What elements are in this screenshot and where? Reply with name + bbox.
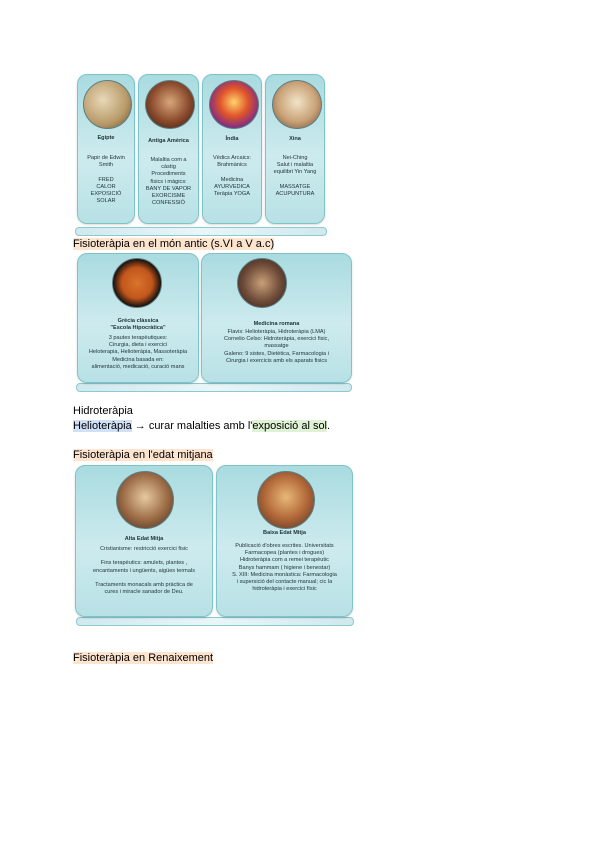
text-heliotherapy: Helioteràpia → curar malalties amb l'exposició al sol. (73, 420, 331, 432)
rome-image (237, 258, 287, 308)
egypt-image (83, 80, 132, 129)
panel-body: Malaltia com a càstig Procediments físics i màgics: BANY DE VAPOR EXORCISME CONFESSIÓ (145, 157, 192, 207)
panel-low-middle-ages (216, 465, 353, 617)
panel-body: Nei-Ching Salut i malaltia equilibri Yin Yang MASSATGE ACUPUNTURA (273, 155, 317, 198)
panel-title: Índia (225, 136, 239, 142)
caption-renaissance: Fisioteràpia en Renaixement (73, 652, 214, 664)
timeline-band (75, 227, 327, 236)
panel-america (138, 74, 199, 224)
panel-body: 3 pautes terapèutiques: Cirurgia, dieta i exercici Heloterapia, Helioteràpia, Massoteràpia Medicina basada en: alimentació, medicació, curació mans (88, 335, 188, 370)
panel-title: Alta Edat Mitja (124, 536, 164, 542)
panel-greece (77, 253, 199, 383)
diagram-classical (75, 253, 353, 395)
panel-title: Medicina romana (253, 321, 300, 327)
panel-body: Papir de Edwin Smith FRED CALOR EXPOSICIÓ SOLAR (87, 155, 125, 205)
text-hydrotherapy: Hidroteràpia (73, 405, 133, 417)
panel-title: Grècia clàssica "Escola Hipocràtica" (110, 318, 166, 332)
panel-body: Vèdics Arcaics: Brahmànics Medicina AYURVEDICA Teràpia YOGA (213, 155, 251, 198)
panel-title: Xina (289, 136, 301, 142)
timeline-band (76, 383, 352, 392)
caption-ancient-world: Fisioteràpia en el món antic (s.VI a V a.c) (73, 238, 275, 250)
panel-body: Flavis: Helioteràpia, Hidroteràpia (LMA) Cornelio Celso: Hidroteràpia, exercici fisic, massatge Galeno: 9 sistes, Dietètica, Farmacologia i Cirurgia i exercicis amb els aparats fisics (223, 329, 330, 364)
caption-middle-ages: Fisioteràpia en l'edat mitjana (73, 449, 213, 461)
term-heliotherapy: Helioteràpia (73, 420, 132, 432)
highlight-sun: exposició al sol (252, 420, 327, 432)
panel-body: Publicació d'obres escrites. Universitats Farmacopea (plantes i drogues) Hidroteràpia com a remei terapèutic Banys hammam ( higiene i benestar) S. XIII: Medicina monàstica: Farmacologia i supersició del contacte manual; cic la hidroteràpia i exercici físic (232, 543, 337, 593)
panel-high-middle-ages (75, 465, 213, 617)
greece-vase-image (112, 258, 162, 308)
panel-title: Egipte (97, 135, 115, 141)
panel-egypt (77, 74, 135, 224)
panel-china (265, 74, 325, 224)
panel-title: Antiga Amèrica (148, 138, 189, 144)
diagram-middle-ages (75, 465, 355, 633)
panel-body: Cristianisme: restricció exercici fisic Fins terapèutics: amulets, plantes , encantaments i ungüents, aigües termals Tractaments monacals amb pràctica de cures i miracle sanador de Deu. (93, 546, 195, 596)
panel-rome (201, 253, 352, 383)
high-middle-ages-image (116, 471, 174, 529)
diagram-ancient-world (75, 74, 327, 242)
china-image (272, 80, 322, 129)
timeline-band (76, 617, 354, 626)
panel-title: Baixa Edat Mitja (263, 530, 306, 536)
panel-india (202, 74, 262, 224)
india-image (209, 80, 259, 129)
low-middle-ages-image (257, 471, 315, 529)
america-image (145, 80, 195, 129)
